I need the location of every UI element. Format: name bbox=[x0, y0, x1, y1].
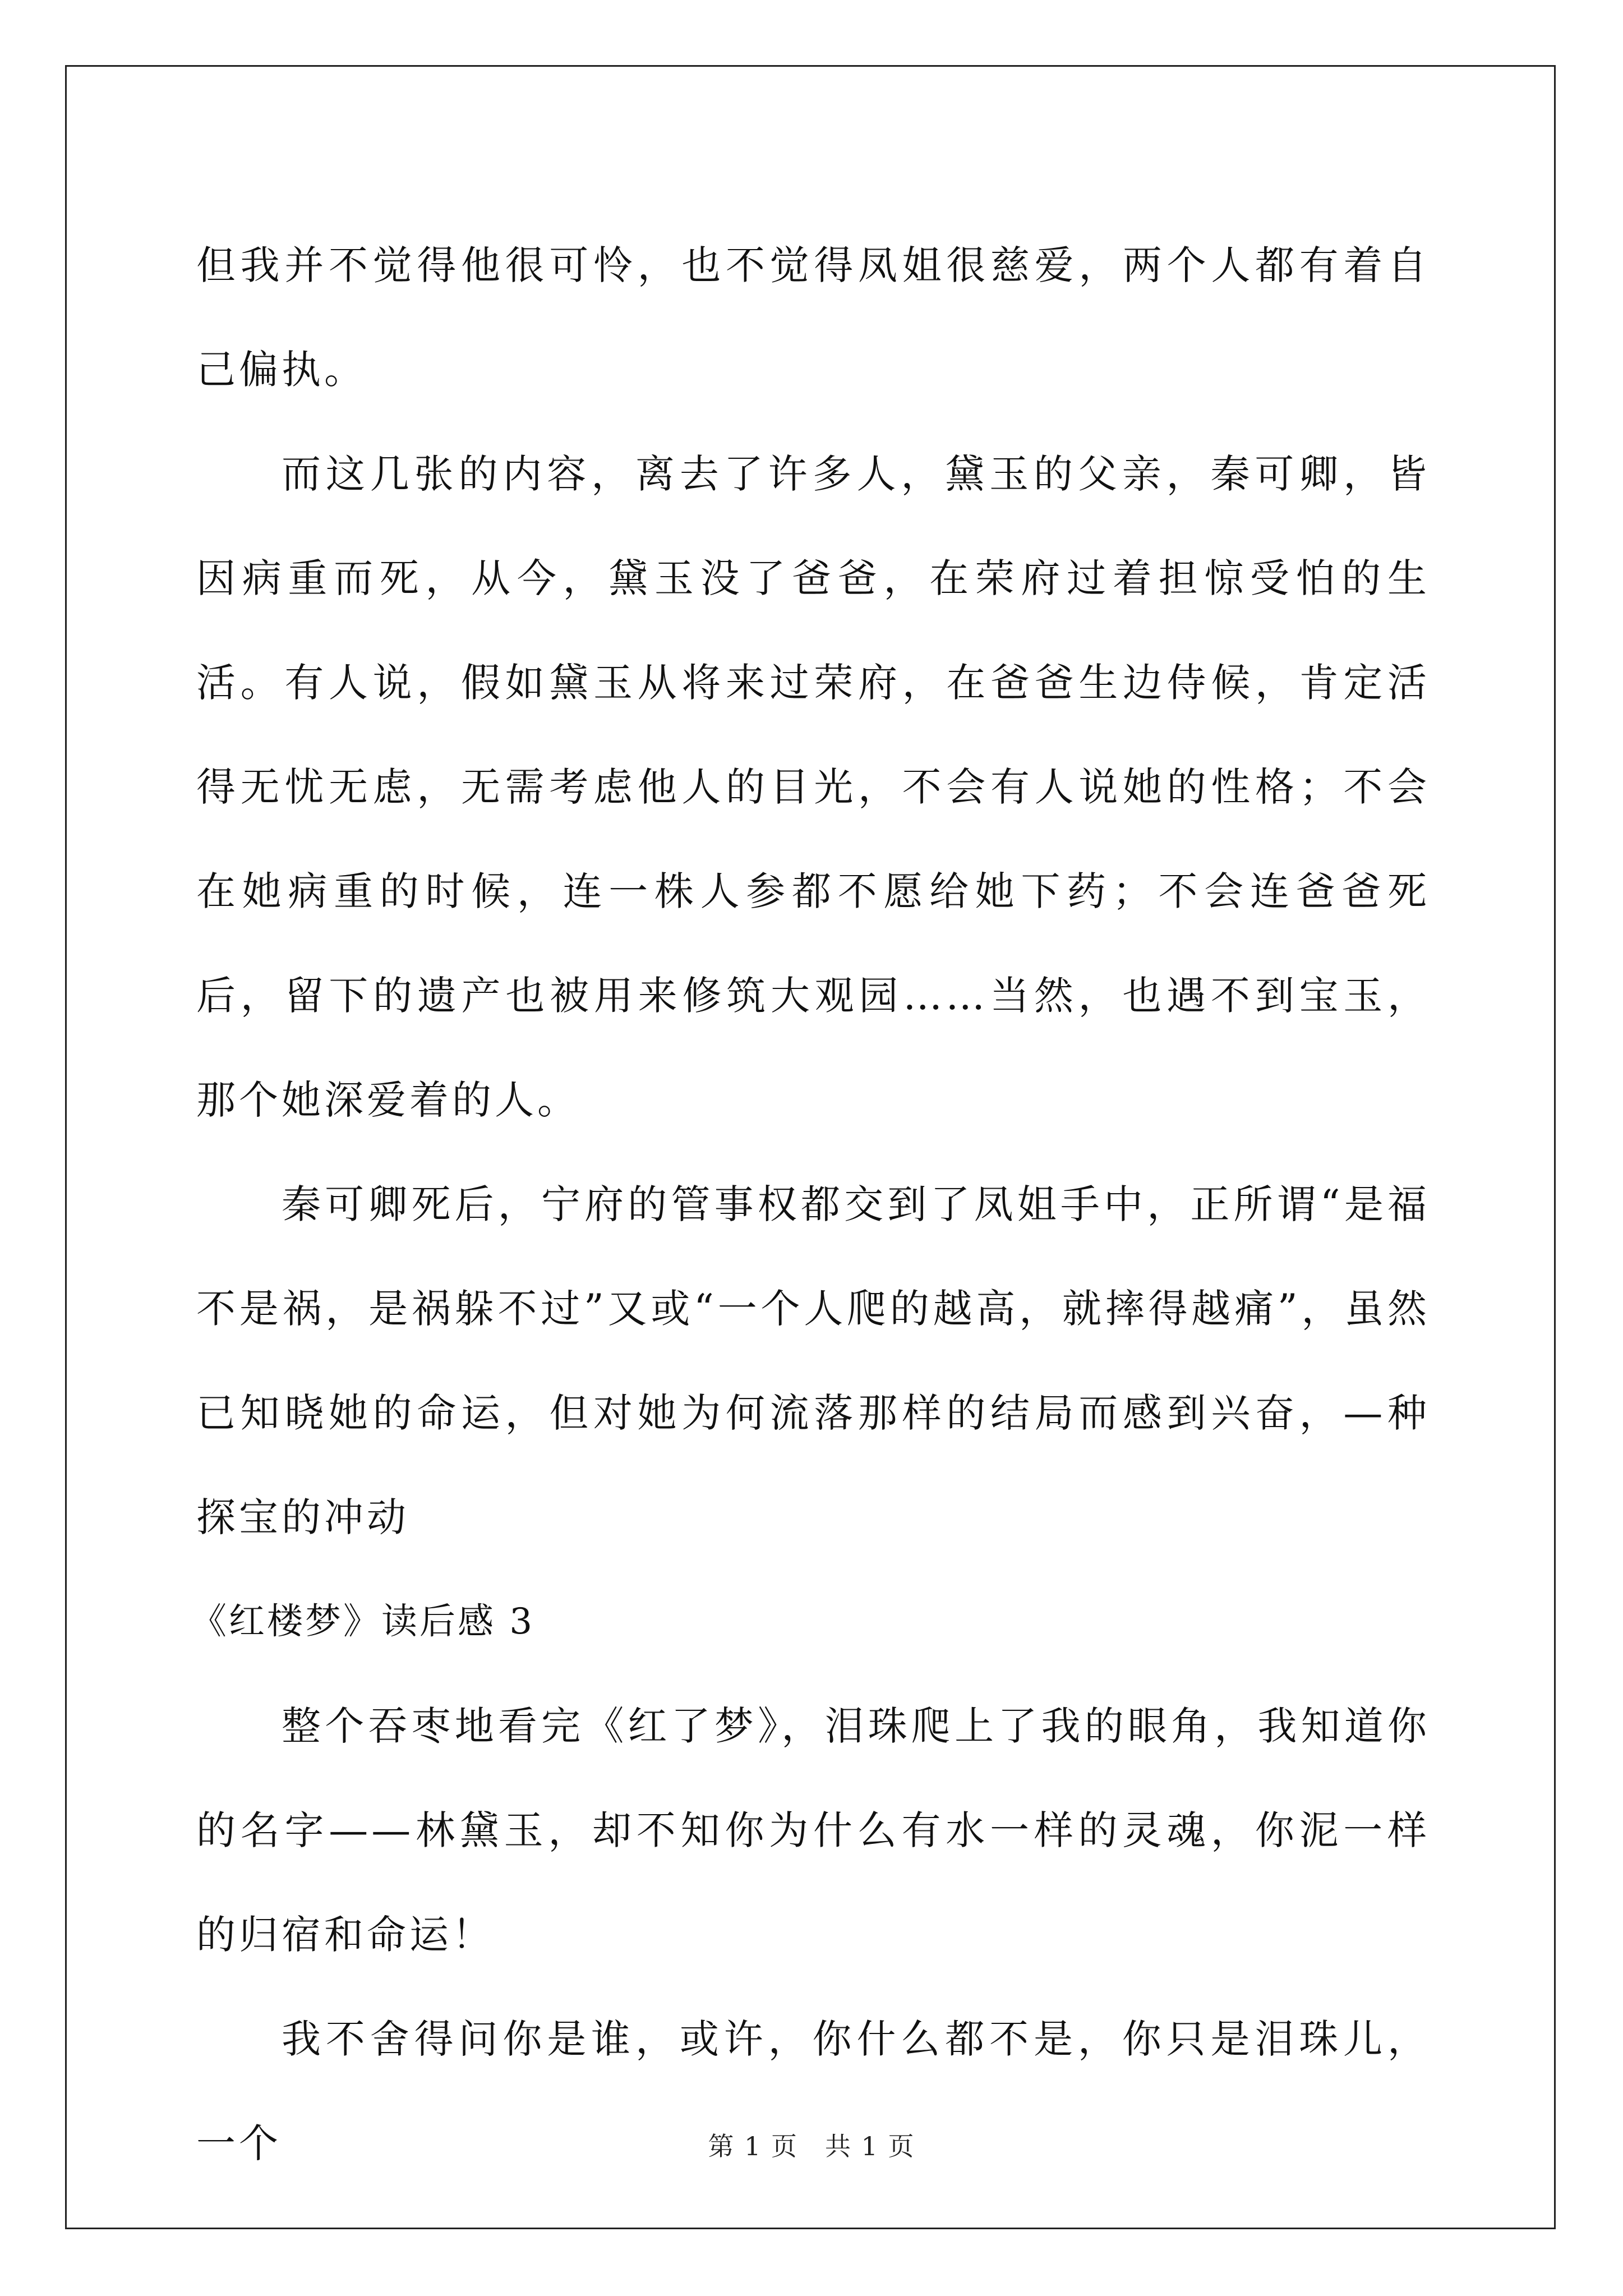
section-heading: 《红楼梦》读后感 3 bbox=[191, 1601, 535, 1642]
paragraph-5: 我不舍得问你是谁，或许，你什么都不是，你只是泪珠儿，一个 bbox=[196, 2016, 1430, 2166]
document-body bbox=[191, 213, 1430, 2196]
paragraph-4: 整个吞枣地看完《红了梦》，泪珠爬上了我的眼角，我知道你的名字——林黛玉，却不知你为什么有水一样的灵魂，你泥一样的归宿和命运！ bbox=[196, 1703, 1430, 1958]
paragraph-2: 而这几张的内容，离去了许多人，黛玉的父亲，秦可卿，皆因病重而死，从今，黛玉没了爸爸，在荣府过着担惊受怕的生活。有人说，假如黛玉从将来过荣府，在爸爸生边侍候，肯定活得无忧无虑，无需考虑他人的目光，不会有人说她的性格；不会在她病重的时候，连一株人参都不愿给她下药；不会连爸爸死后，留下的遗产也被用来修筑大观园……当然，也遇不到宝玉，那个她深爱着的人。 bbox=[196, 451, 1430, 1123]
page-number-footer: 第 1 页 共 1 页 bbox=[708, 2131, 915, 2161]
paragraph-1: 但我并不觉得他很可怜，也不觉得凤姐很慈爱，两个人都有着自己偏执。 bbox=[196, 242, 1430, 393]
paragraph-3: 秦可卿死后，宁府的管事权都交到了凤姐手中，正所谓“是福不是祸，是祸躲不过”又或“一个人爬的越高，就摔得越痛”，虽然已知晓她的命运，但对她为何流落那样的结局而感到兴奋，—种探宝的冲动 bbox=[196, 1181, 1430, 1540]
